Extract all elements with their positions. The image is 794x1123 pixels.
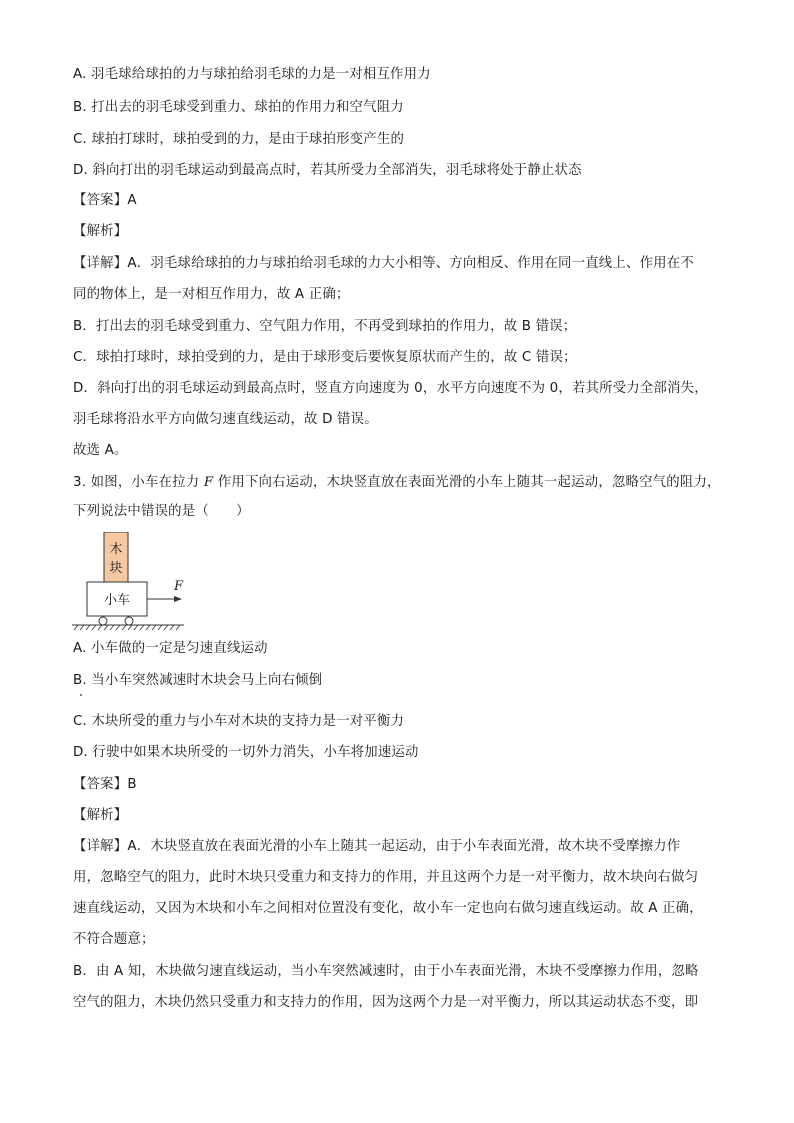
q3-detail-b-line2: 空气的阻力，木块仍然只受重力和支持力的作用，因为这两个力是一对平衡力，所以其运动状态不变，即 bbox=[73, 995, 699, 1010]
wood-block-label-2: 块 bbox=[109, 561, 123, 576]
q3-detail-a-line3: 速直线运动，又因为木块和小车之间相对位置没有变化，故小车一定也向右做匀速直线运动。故 A 正确， bbox=[73, 901, 703, 916]
q3-detail-a-line2: 用，忽略空气的阻力，此时木块只受重力和支持力的作用，并且这两个力是一对平衡力，故木块向右做匀 bbox=[73, 870, 699, 885]
q2-option-b: B. 打出去的羽毛球受到重力、球拍的作用力和空气阻力 bbox=[73, 100, 404, 115]
q3-stem-pre: 3. 如图，小车在拉力 bbox=[73, 475, 204, 490]
ground-hatching bbox=[74, 625, 180, 630]
force-arrow-head bbox=[174, 596, 182, 602]
q3-option-d: D. 行驶中如果木块所受的一切外力消失，小车将加速运动 bbox=[73, 745, 419, 760]
q3-stem-line1 bbox=[73, 474, 721, 492]
q2-conclusion: 故选 A。 bbox=[73, 443, 128, 458]
q3-option-c: C. 木块所受的重力与小车对木块的支持力是一对平衡力 bbox=[73, 714, 405, 729]
q2-detail-d-line1: D．斜向打出的羽毛球运动到最高点时，竖直方向速度为 0，水平方向速度不为 0，若其所受力全部消失， bbox=[73, 381, 708, 396]
q2-option-d: D. 斜向打出的羽毛球运动到最高点时，若其所受力全部消失，羽毛球将处于静止状态 bbox=[73, 163, 582, 178]
q3-detail-b-line1: B．由 A 知，木块做匀速直线运动，当小车突然减速时，由于小车表面光滑，木块不受摩擦力作用，忽略 bbox=[73, 964, 699, 979]
q3-detail-a-line4: 不符合题意； bbox=[73, 932, 155, 947]
q3-analysis-label: 【解析】 bbox=[73, 808, 128, 823]
cart-wheel-left bbox=[99, 617, 107, 625]
q3-stem-line2: 下列说法中错误的是（ ） bbox=[73, 504, 250, 519]
q3-detail-a-line1: 【详解】A．木块竖直放在表面光滑的小车上随其一起运动，由于小车表面光滑，故木块不受摩擦力作 bbox=[73, 839, 681, 854]
q2-detail-a-line1: 【详解】A．羽毛球给球拍的力与球拍给羽毛球的力大小相等、方向相反、作用在同一直线上、作用在不 bbox=[73, 256, 694, 271]
q3-answer: 【答案】B bbox=[73, 777, 137, 792]
q3-option-b: B. 当小车突然减速时木块会马上向右倾倒 bbox=[73, 673, 323, 688]
q2-detail-c: C．球拍打球时，球拍受到的力，是由于球形变后要恢复原状而产生的，故 C 错误； bbox=[73, 350, 577, 365]
q2-detail-b: B．打出去的羽毛球受到重力、空气阻力作用，不再受到球拍的作用力，故 B 错误； bbox=[73, 319, 577, 334]
stray-dot bbox=[80, 694, 82, 696]
force-label: F bbox=[174, 579, 184, 594]
q3-stem-force-var: F bbox=[203, 475, 214, 490]
q2-answer: 【答案】A bbox=[73, 193, 137, 208]
q3-option-a: A. 小车做的一定是匀速直线运动 bbox=[73, 641, 268, 656]
q3-stem-post: 作用下向右运动，木块竖直放在表面光滑的小车上随其一起运动，忽略空气的阻力， bbox=[213, 475, 721, 490]
q2-option-a: A. 羽毛球给球拍的力与球拍给羽毛球的力是一对相互作用力 bbox=[73, 67, 431, 82]
cart-wheel-right bbox=[125, 617, 133, 625]
q2-detail-d-line2: 羽毛球将沿水平方向做匀速直线运动，故 D 错误。 bbox=[73, 412, 378, 427]
q2-detail-a-line2: 同的物体上，是一对相互作用力，故 A 正确； bbox=[73, 287, 350, 302]
cart-label: 小车 bbox=[103, 593, 131, 608]
wood-block-label-1: 木 bbox=[109, 542, 123, 557]
q2-option-c: C. 球拍打球时，球拍受到的力，是由于球拍形变产生的 bbox=[73, 132, 405, 147]
cart-block-figure bbox=[70, 532, 200, 632]
q2-analysis-label: 【解析】 bbox=[73, 224, 128, 239]
